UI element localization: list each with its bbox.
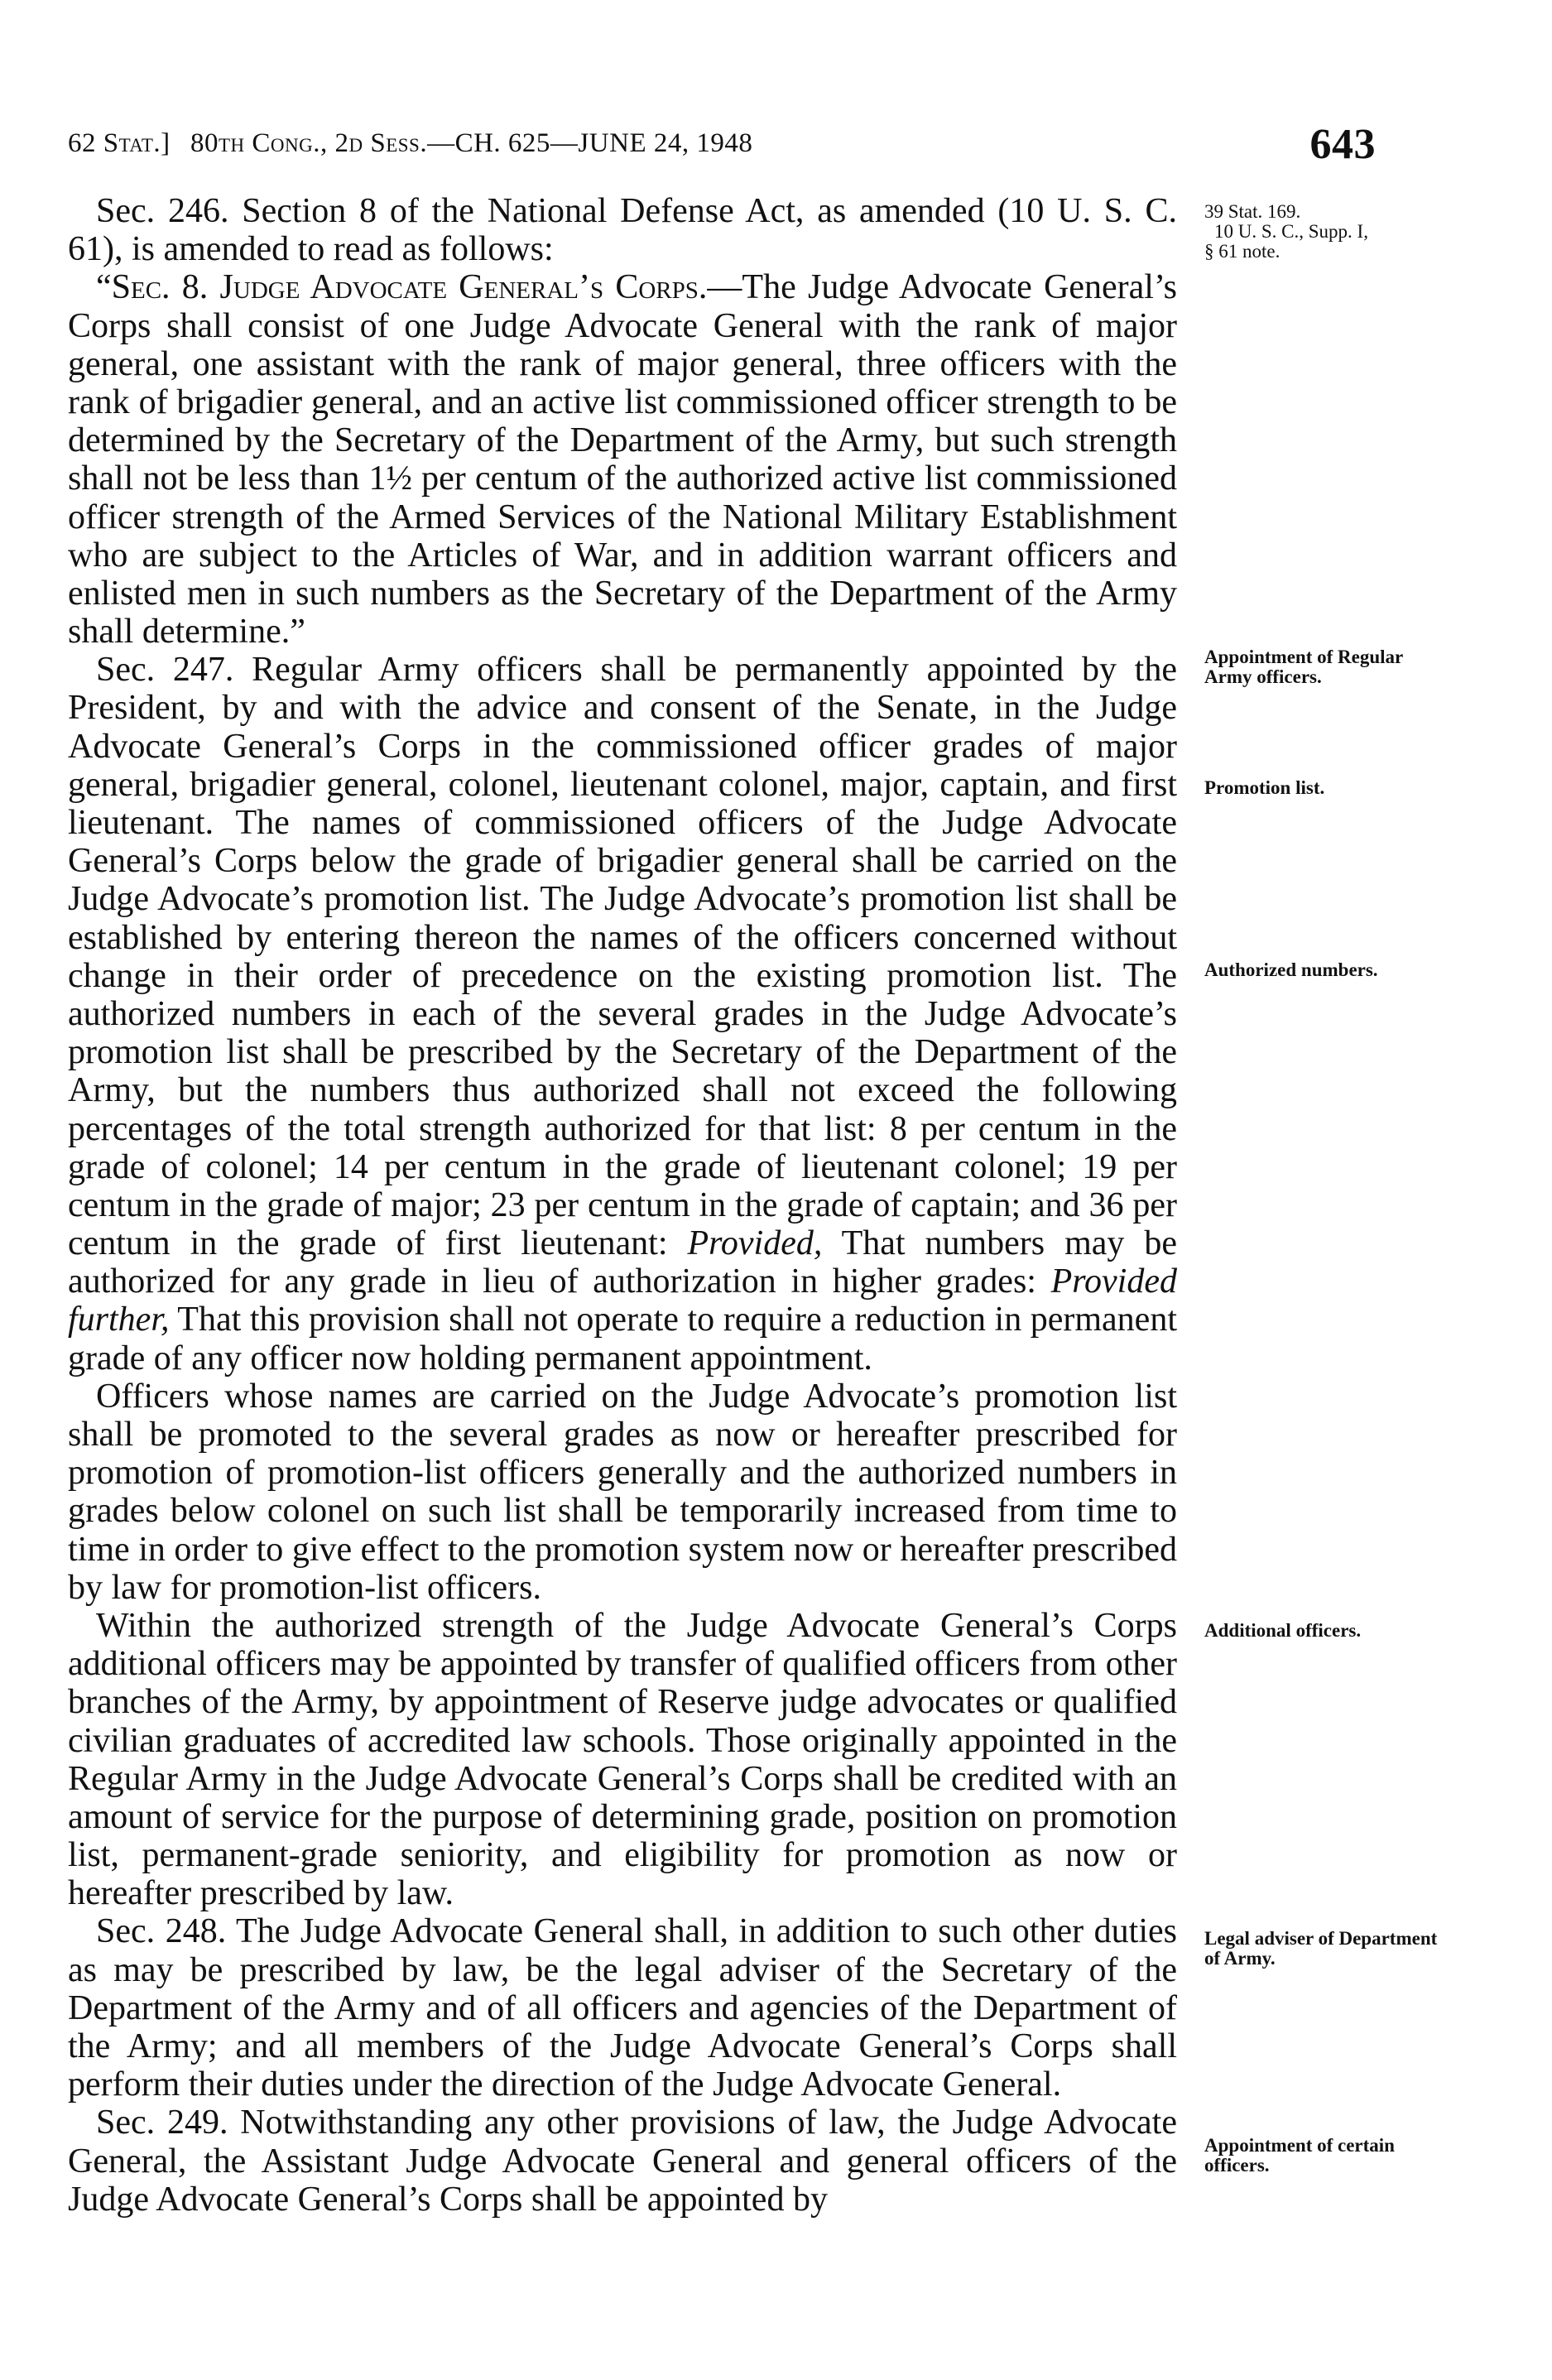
- citation-line-2: 10 U. S. C., Supp. I,: [1214, 221, 1368, 243]
- paragraph-promotion: Officers whose names are carried on the Judge Advocate’s promotion list shall be promoted to the several grades as now or hereafter prescribed for promotion of promotion-list officers generally and the authorized numbers in grades below colonel on such list shall be temporarily increased from time to time in order to give effect to the promotion system now or hereafter prescribed by law for promotion-list officers.: [68, 1377, 1177, 1607]
- proviso-2: Provided further,: [68, 1262, 1177, 1339]
- volume-reference: 62 Stat.]: [68, 128, 171, 158]
- paragraph-additional-officers: Within the authorized strength of the Judge Advocate General’s Corps additional officers may be appointed by transfer of qualified officers from other branches of the Army, by appointment of Reserve judge advocates or qualified civilian graduates of accredited law schools. Those originally appointed in the Regular Army in the Judge Advocate General’s Corps shall be credited with an amount of service for the purpose of determining grade, position on promotion list, permanent-grade seniority, and eligibility for promotion as now or hereafter prescribed by law.: [68, 1606, 1177, 1913]
- sec-247-text-b: That numbers may be authorized for any grade in lieu of authorization in higher grades:: [68, 1224, 1177, 1301]
- margin-note-appointment-regular: Appointment of Regular Army officers.: [1204, 647, 1403, 688]
- paragraph-sec-247: [68, 651, 1177, 1378]
- margin-citation: [1204, 202, 1453, 262]
- paragraph-sec-246: Sec. 246. Section 8 of the National Defense Act, as amended (10 U. S. C. 61), is amended to read as follows:: [68, 192, 1177, 269]
- paragraph-sec-249: Sec. 249. Notwithstanding any other provisions of law, the Judge Advocate General, the Assistant Judge Advocate General and general officers of the Judge Advocate General’s Corps shall be appointed by: [68, 2104, 1177, 2219]
- statute-body: [68, 192, 1177, 2219]
- paragraph-sec-248: Sec. 248. The Judge Advocate General shall, in addition to such other duties as may be prescribed by law, be the legal adviser of the Secretary of the Department of the Army and of all officers and agencies of the Department of the Army; and all members of the Judge Advocate General’s Corps shall perform their duties under the direction of the Judge Advocate General.: [68, 1912, 1177, 2104]
- margin-note-authorized-numbers: Authorized numbers.: [1204, 959, 1378, 980]
- paragraph-sec-8-quoted: [68, 268, 1177, 651]
- proviso-1: Provided,: [687, 1224, 823, 1263]
- running-header: [68, 120, 1376, 178]
- section-heading: “Sec. 8. Judge Advocate General’s Corps.: [96, 268, 708, 307]
- margin-note-promotion-list: Promotion list.: [1204, 777, 1325, 798]
- sec-247-text-a: Sec. 247. Regular Army officers shall be permanently appointed by the President, by and with the advice and consent of the Senate, in the Judge Advocate General’s Corps in the commissioned officer grades of major general, brigadier general, colonel, lieutenant colonel, major, captain, and first lieutenant. The names of commissioned officers of the Judge Advocate General’s Corps below the grade of brigadier general shall be carried on the Judge Advocate’s promotion list. The Judge Advocate’s promotion list shall be established by entering thereon the names of the officers concerned without change in their order of precedence on the existing promotion list. The authorized numbers in each of the several grades in the Judge Advocate’s promotion list shall be prescribed by the Secretary of the Department of the Army, but the numbers thus authorized shall not exceed the following percentages of the total strength authorized for that list: 8 per centum in the grade of colonel; 14 per centum in the grade of lieutenant colonel; 19 per centum in the grade of major; 23 per centum in the grade of captain; and 36 per centum in the grade of first lieutenant:: [68, 651, 1177, 1263]
- citation-line-1: 39 Stat. 169.: [1204, 201, 1301, 222]
- page-number: 643: [1309, 121, 1376, 168]
- margin-note-additional-officers: Additional officers.: [1204, 1620, 1362, 1641]
- citation-line-3: § 61 note.: [1204, 241, 1281, 262]
- congress-session-line: 80th Cong., 2d Sess.—CH. 625—JUNE 24, 1948: [190, 128, 753, 158]
- sec-247-text-c: That this provision shall not operate to require a reduction in permanent grade of any officer now holding permanent appointment.: [68, 1301, 1177, 1378]
- section-text: —The Judge Advocate General’s Corps shall consist of one Judge Advocate General with the rank of major general, one assistant with the rank of major general, three officers with the rank of brigadier general, and an active list commissioned officer strength to be determined by the Secretary of the Department of the Army, but such strength shall not be less than 1½ per centum of the authorized active list commissioned officer strength of the Armed Services of the National Military Establishment who are subject to the Articles of War, and in addition warrant officers and enlisted men in such numbers as the Secretary of the Department of the Army shall determine.”: [68, 268, 1177, 651]
- margin-note-legal-adviser: Legal adviser of Department of Army.: [1204, 1928, 1438, 1969]
- margin-note-appointment-certain: Appointment of certain officers.: [1204, 2135, 1395, 2176]
